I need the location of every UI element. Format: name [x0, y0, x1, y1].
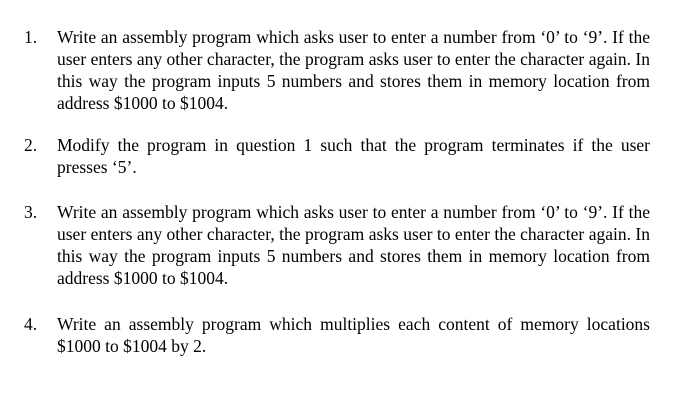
question-number: 2. — [24, 135, 38, 155]
question-item — [24, 134, 650, 178]
question-item — [24, 313, 650, 357]
question-text: Write an assembly program which asks user to enter a number from ‘0’ to ‘9’. If the user enters any other character, the program asks user to enter the character again. In this way the program inputs 5 numbers and stores them in memory location from address $1000 to $1004. — [57, 27, 650, 113]
question-number: 3. — [24, 202, 38, 222]
question-number: 4. — [24, 314, 38, 334]
question-number: 1. — [24, 27, 38, 47]
question-item — [24, 201, 650, 289]
question-text: Modify the program in question 1 such that the program terminates if the user presses ‘5’. — [57, 135, 650, 177]
question-text: Write an assembly program which multiplies each content of memory locations $1000 to $1004 by 2. — [57, 314, 650, 356]
question-item — [24, 26, 650, 114]
question-text: Write an assembly program which asks user to enter a number from ‘0’ to ‘9’. If the user enters any other character, the program asks user to enter the character again. In this way the program inputs 5 numbers and stores them in memory location from address $1000 to $1004. — [57, 202, 650, 288]
